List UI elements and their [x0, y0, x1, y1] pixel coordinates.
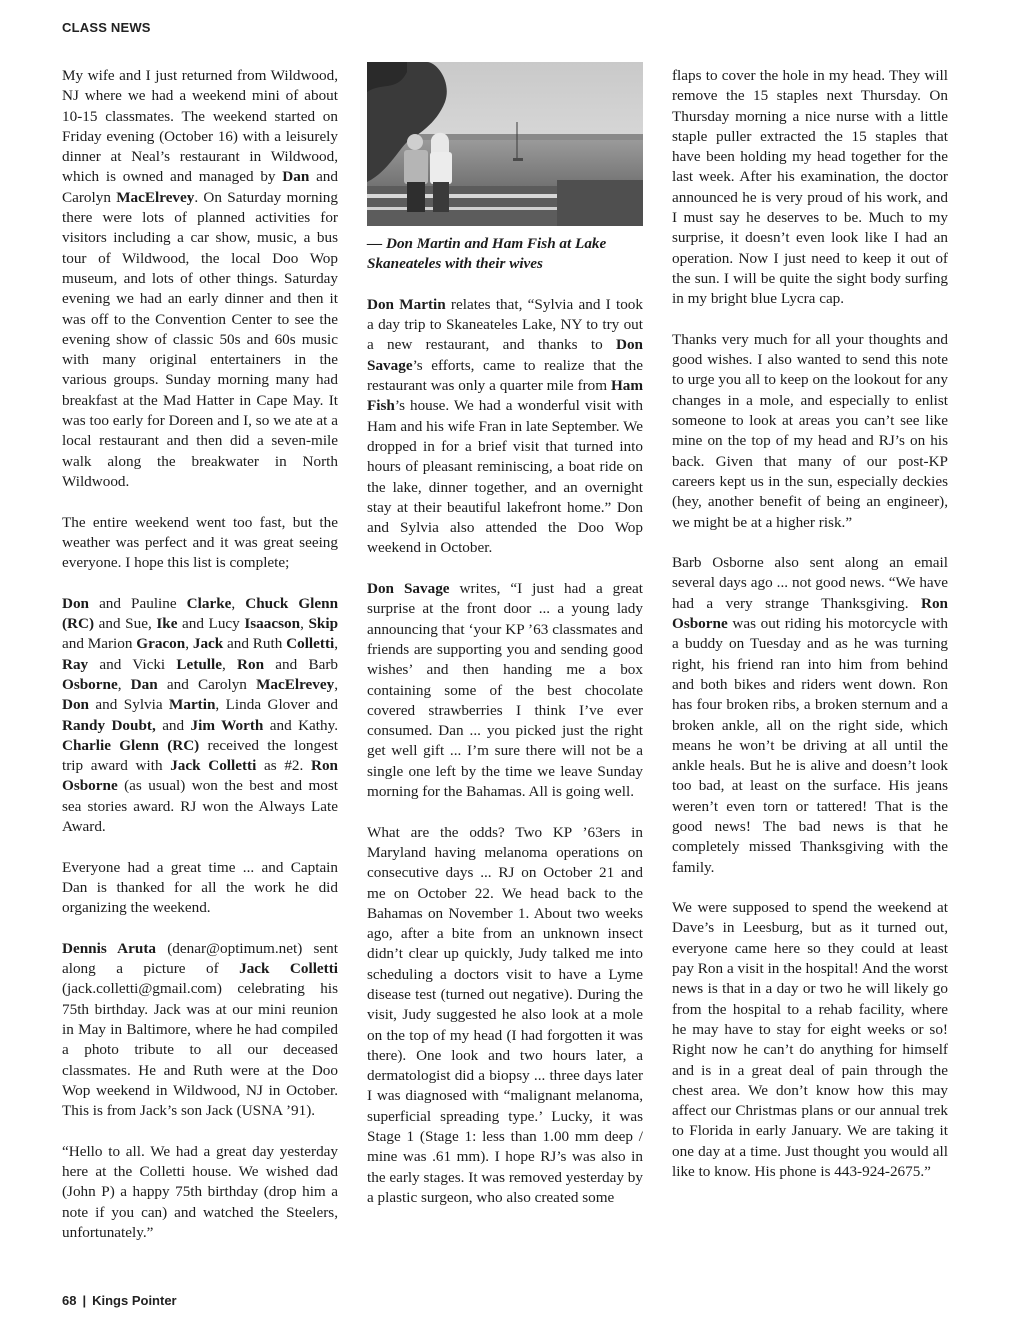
paragraph-leesburg: We were supposed to spend the weekend at Dave’s in Leesburg, but as it turned out, everyone came here so they could at least pay Ron a visit in the hospital! And the worst news is that in a day or two he will likely go from the hospital to a rehab facility, where he may have to stay for eight weeks or so! Right now he can’t do anything for himself and is in a great deal of pain through the chest area. We don’t know how this may affect our Christmas plans or our annual trek to Florida in early January. We are taking it one day at a time. Just thought you would all like to know. His phone is 443-924-2675.”: [672, 899, 948, 1181]
footer-separator: |: [82, 1293, 87, 1308]
paragraph-don-savage: Don Savage writes, “I just had a great surprise at the front door ... a young lady announcing that ‘your KP ’63 classmates and friends are supporting you and sending good wishes’ and then handing me a box containing some of the best chocolate covered strawberries I think I’ve ever consumed. Dan ... you picked just the right get well gift ... I’m sure there will not be a single one left by the time we leave Sunday morning for the Bahamas. All is going well.: [367, 580, 643, 801]
paragraph-staples: flaps to cover the hole in my head. They will remove the 15 staples next Thursday. On Thursday morning a nice nurse with a little staple puller extracted the 15 staples that have been holding my head together for the last week. After his examination, the doctor announced he is very proud of his work, and I must say he deserves to be. Much to my surprise, it doesn’t even look like I had an operation. Now I just need to keep it out of the sun. I will be quite the sight body surfing in my bright blue Lycra cap.: [672, 67, 948, 308]
column-1: [62, 66, 338, 1243]
paragraph-thanks-captain-dan: Everyone had a great time ... and Captain Dan is thanked for all the work he did organizing the weekend.: [62, 858, 338, 917]
page-footer: [62, 1293, 177, 1308]
paragraph-barb-osborne: Barb Osborne also sent along an email several days ago ... not good news. “We have had a very strange Thanksgiving. Ron Osborne was out riding his motorcycle with a buddy on Tuesday and as he was turning right, his friend ran into him from behind and both bikes and riders went down. Ron has four broken ribs, a broken sternum and a broken ankle, all on the right side, which means he won’t be driving at all until the ankle heals. But he is alive and doesn’t look too bad, at least on the surface. His jeans weren’t even torn or tattered! That is the good news! The bad news is that he completely missed Thanksgiving with the family.: [672, 554, 948, 876]
paragraph-don-martin: Don Martin relates that, “Sylvia and I took a day trip to Skaneateles Lake, NY to try out a new restaurant, and thanks to Don Savage’s efforts, came to realize that the restaurant was only a quarter mile from Ham Fish’s house. We had a wonderful visit with Ham and his wife Fran in late September. We dropped in for a brief visit that turned into hours of pleasant reminiscing, a boat ride on the lake, dinner together, and an overnight stay at their beautiful lakefront home.” Don and Sylvia also attended the Doo Wop weekend in October.: [367, 295, 643, 557]
paragraph-wildwood: My wife and I just returned from Wildwood, NJ where we had a weekend mini of about 10-15 classmates. The weekend started on Friday evening (October 16) with a leisurely dinner at Neal’s restaurant in Wildwood, which is owned and managed by Dan and Carolyn MacElrevey. On Saturday morning there were lots of planned activities for visitors including a car show, music, a bus tour of Wildwood, the local Doo Wop museum, and lots of other things. Saturday evening we had an early dinner and then it was off to the Convention Center to see the evening show of classic 50s and 60s music with many original entertainers in the various groups. Sunday morning many had breakfast at the Mad Hatter in Cape May. It was too early for Doreen and I, so we ate at a local restaurant and then did a seven-mile walk along the breakwater in North Wildwood.: [62, 67, 338, 490]
column-2: [367, 66, 643, 1208]
paragraph-dennis-aruta: Dennis Aruta (denar@optimum.net) sent along a picture of Jack Colletti (jack.colletti@gmail.com) celebrating his 75th birthday. Jack was at our mini reunion in May in Baltimore, where he had compiled a photo tribute to all our deceased classmates. He and Ruth were at the Doo Wop weekend in Wildwood, NJ in October. This is from Jack’s son Jack (USNA ’91).: [62, 939, 338, 1120]
paragraph-attendee-list: Don and Pauline Clarke, Chuck Glenn (RC) and Sue, Ike and Lucy Isaacson, Skip and Marion Gracon, Jack and Ruth Colletti, Ray and Vicki Letulle, Ron and Barb Osborne, Dan and Carolyn MacElrevey, Don and Sylvia Martin, Linda Glover and Randy Doubt, and Jim Worth and Kathy. Charlie Glenn (RC) received the longest trip award with Jack Colletti as #2. Ron Osborne (as usual) won the best and most sea stories award. RJ won the Always Late Award.: [62, 594, 339, 835]
column-3: [672, 66, 948, 1182]
paragraph-colletti-quote: “Hello to all. We had a great day yesterday here at the Colletti house. We wished dad (John P) a happy 75th birthday (drop him a note if you can) and watched the Steelers, unfortunately.”: [62, 1142, 338, 1241]
photo-caption: — Don Martin and Ham Fish at Lake Skaneateles with their wives: [367, 235, 607, 273]
paragraph-thanks-wishes: Thanks very much for all your thoughts and good wishes. I also wanted to send this note to urge you all to keep on the lookout for any changes in a mole, and especially to enlist someone to look at areas you can’t see like mine on the top of my head and RJ’s on his back. Given that many of our post-KP careers kept us in the sun, especially deckies (hey, another benefit of being an engineer), we might be at a higher risk.”: [672, 330, 948, 531]
paragraph-weekend-summary: The entire weekend went too fast, but the weather was perfect and it was great seeing everyone. I hope this list is complete;: [62, 513, 338, 572]
lake-photo: [367, 62, 643, 226]
publication-name: Kings Pointer: [92, 1293, 177, 1308]
page-number: 68: [62, 1293, 77, 1308]
paragraph-melanoma: What are the odds? Two KP ’63ers in Maryland having melanoma operations on consecutive days ... RJ on October 21 and me on October 22. We head back to the Bahamas on November 1. About two weeks ago, after a bite from an unknown insect didn’t clear up quickly, Judy talked me into scheduling a doctors visit to have a Lyme disease test (turned out negative). During the visit, Judy suggested he also look at a mole on the top of my head (I had forgotten it was there). One look and two hours later, a dermatologist did a biopsy ... three days later I was diagnosed with “malignant melanoma, superficial spreading type.’ Lucky, it was Stage 1 (Stage 1: less than 1.00 mm deep / mine was .61 mm). I hope RJ’s was also in the early stages. It was removed yesterday by a plastic surgeon, who also created some: [367, 823, 643, 1206]
section-label: CLASS NEWS: [62, 20, 151, 35]
